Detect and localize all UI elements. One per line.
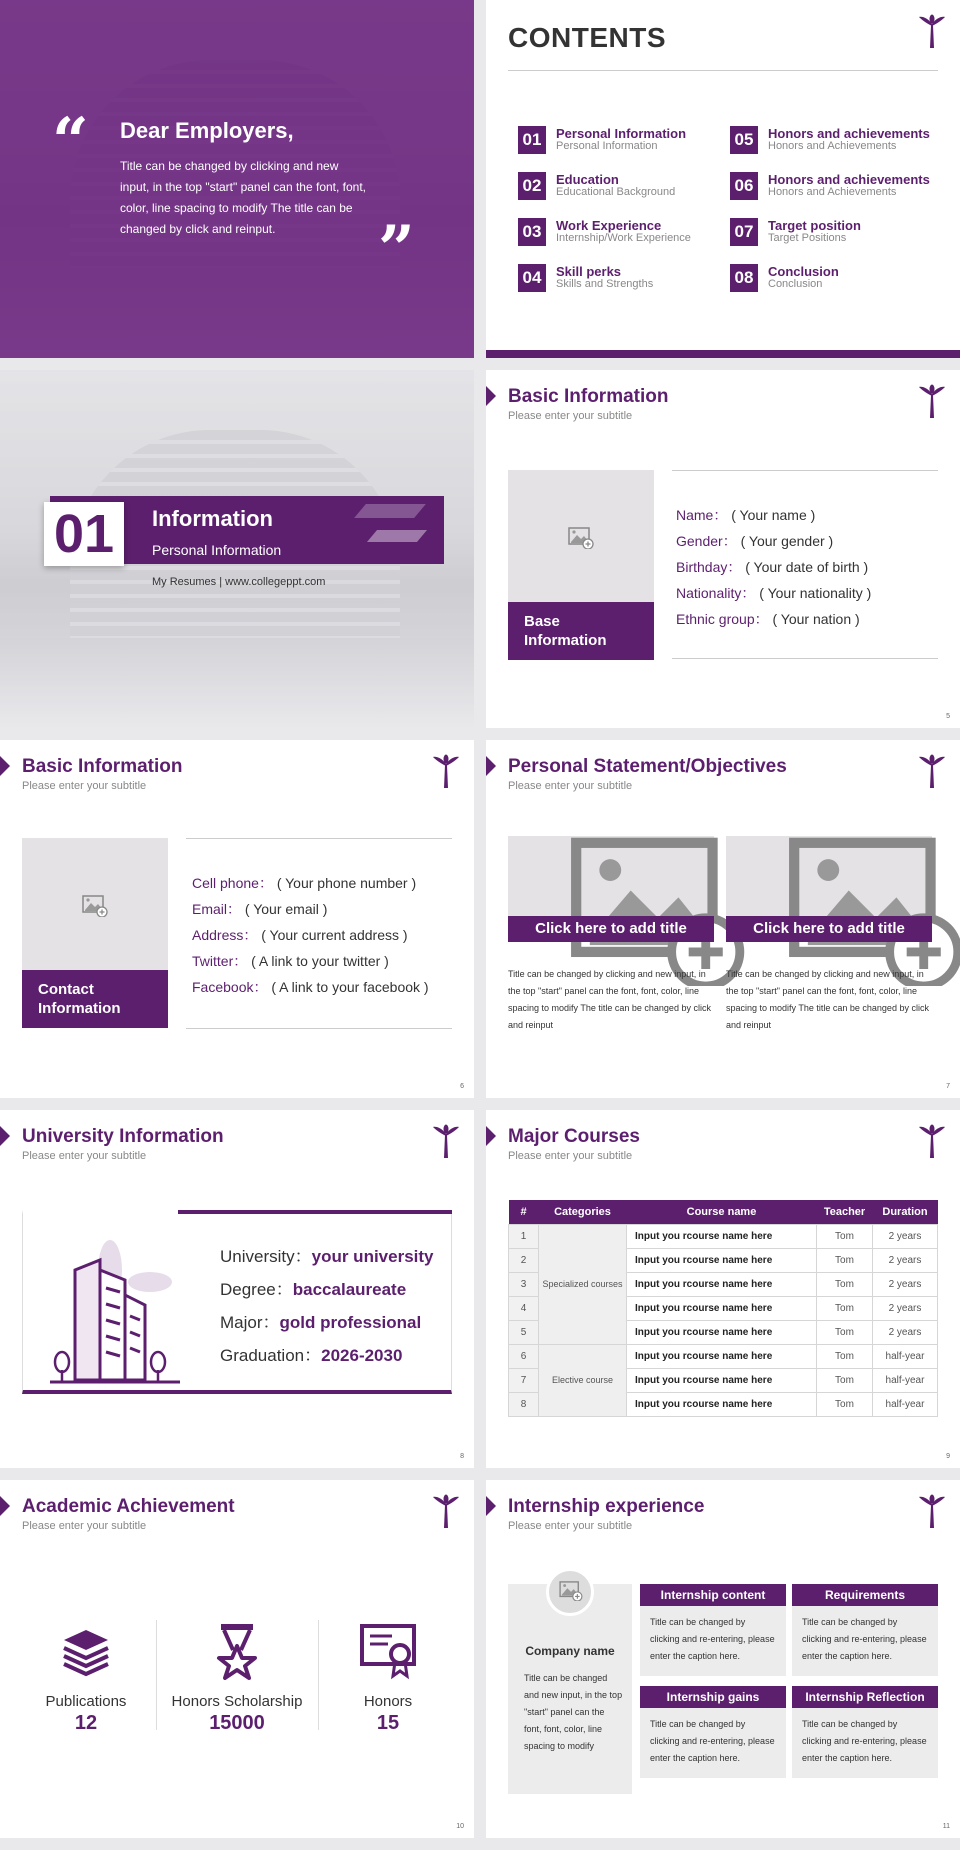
slide-section-divider (0, 370, 474, 728)
row-number: 7 (509, 1368, 539, 1392)
page-number: 11 (942, 1823, 950, 1830)
box-title: Internship Reflection (792, 1686, 938, 1708)
item-number: 02 (518, 172, 546, 200)
slide-subtitle: Please enter your subtitle (22, 780, 147, 792)
course-name[interactable]: Input you rcourse name here (627, 1296, 817, 1320)
section-subtitle: Personal Information (152, 542, 282, 558)
duration: half-year (873, 1392, 938, 1416)
item-title: Personal Information (556, 126, 687, 141)
achievement-label: Honors (363, 1693, 413, 1710)
item-title: Education (556, 172, 619, 187)
achievement-label: Honors Scholarship (171, 1693, 303, 1710)
image-placeholder[interactable] (726, 836, 932, 916)
box-text: Title can be changed by clicking and re-entering, please enter the caption here. (802, 1617, 927, 1661)
contents-item[interactable] (518, 172, 728, 202)
box-text: Title can be changed by clicking and re-entering, please enter the caption here. (650, 1719, 775, 1763)
company-name: Company name (525, 1644, 615, 1658)
contents-item[interactable] (730, 264, 940, 294)
field-email: Email： ( Your email ) (192, 901, 328, 917)
logo-icon (918, 754, 946, 790)
course-name[interactable]: Input you rcourse name here (627, 1224, 817, 1248)
contents-item[interactable] (518, 218, 728, 248)
item-number: 07 (730, 218, 758, 246)
slide-title: University Information (22, 1126, 224, 1147)
duration: 2 years (873, 1320, 938, 1344)
logo-icon (918, 14, 946, 50)
medal-icon (207, 1620, 267, 1680)
open-quote-icon: “ (52, 104, 89, 179)
slide-subtitle: Please enter your subtitle (508, 410, 633, 422)
internship-content-box (640, 1584, 786, 1676)
page-number: 9 (946, 1453, 950, 1460)
duration: 2 years (873, 1248, 938, 1272)
teacher: Tom (817, 1248, 873, 1272)
box-title: Internship gains (640, 1686, 786, 1708)
teacher: Tom (817, 1392, 873, 1416)
company-card (508, 1584, 632, 1794)
achievement-value: 12 (74, 1712, 98, 1734)
teacher: Tom (817, 1296, 873, 1320)
item-number: 04 (518, 264, 546, 292)
slide-title: Major Courses (508, 1126, 640, 1147)
course-name[interactable]: Input you rcourse name here (627, 1272, 817, 1296)
item-number: 01 (518, 126, 546, 154)
duration: 2 years (873, 1272, 938, 1296)
slide-subtitle: Please enter your subtitle (22, 1150, 147, 1162)
item-title: Conclusion (768, 264, 839, 279)
card-text: Title can be changed by clicking and new input, in the top "start" panel can the font, font, color, line spacing to modify The title can be changed by click and reinput (726, 969, 929, 1030)
close-quote-icon: ” (378, 212, 415, 287)
slide-personal-statement (486, 740, 960, 1098)
page-number: 8 (460, 1453, 464, 1460)
field-nationality: Nationality： ( Your nationality ) (676, 585, 872, 601)
table-row (509, 1224, 938, 1248)
field-gender: Gender： ( Your gender ) (676, 533, 834, 549)
course-name[interactable]: Input you rcourse name here (627, 1344, 817, 1368)
row-number: 2 (509, 1248, 539, 1272)
item-subtitle: Honors and Achievements (768, 186, 897, 198)
logo-icon (918, 1124, 946, 1160)
item-subtitle: Personal Information (556, 140, 658, 152)
column-header: Categories (539, 1200, 627, 1224)
contents-item[interactable] (518, 126, 728, 156)
company-logo-placeholder[interactable] (546, 1568, 594, 1616)
header-marker (0, 1126, 10, 1146)
card-title[interactable]: Click here to add title (508, 916, 714, 942)
requirements-box (792, 1584, 938, 1676)
row-number: 3 (509, 1272, 539, 1296)
contents-item[interactable] (730, 172, 940, 202)
column-header: Course name (627, 1200, 817, 1224)
duration: half-year (873, 1344, 938, 1368)
achievement-scholarship (162, 1620, 312, 1735)
category-cell: Specialized courses (539, 1224, 627, 1344)
section-footer: My Resumes | www.collegeppt.com (152, 576, 326, 588)
slide-contact-info (0, 740, 474, 1098)
bottom-bar (486, 350, 960, 358)
course-name[interactable]: Input you rcourse name here (627, 1368, 817, 1392)
item-subtitle: Internship/Work Experience (556, 232, 691, 244)
item-subtitle: Target Positions (768, 232, 847, 244)
slide-university-info (0, 1110, 474, 1468)
image-placeholder[interactable] (508, 836, 714, 916)
item-subtitle: Educational Background (556, 186, 676, 198)
header-marker (0, 756, 10, 776)
info-label: Contact Information (22, 970, 168, 1028)
decor-stripe (354, 504, 426, 518)
decor-stripe (367, 530, 427, 542)
divider (186, 838, 452, 839)
item-title: Skill perks (556, 264, 622, 279)
slide-title: Internship experience (508, 1496, 705, 1517)
add-image-icon (568, 527, 594, 549)
slide-basic-info (486, 370, 960, 728)
field-graduation: Graduation：2026-2030 (220, 1346, 403, 1365)
column-header: # (509, 1200, 539, 1224)
box-text: Title can be changed by clicking and re-entering, please enter the caption here. (650, 1617, 775, 1661)
achievement-label: Publications (45, 1693, 127, 1710)
add-image-icon (559, 1581, 583, 1601)
row-number: 8 (509, 1392, 539, 1416)
teacher: Tom (817, 1272, 873, 1296)
item-title: Target position (768, 218, 861, 233)
header-marker (0, 1496, 10, 1516)
contents-item[interactable] (518, 264, 728, 294)
divider (186, 1028, 452, 1029)
add-image-icon (82, 895, 108, 917)
column-header: Teacher (817, 1200, 873, 1224)
course-name[interactable]: Input you rcourse name here (627, 1392, 817, 1416)
company-text: Title can be changed and new input, in the top "start" panel can the font, font, color, line spacing to modify (524, 1673, 623, 1751)
cover-title: Dear Employers, (120, 118, 294, 143)
slide-subtitle: Please enter your subtitle (508, 1150, 633, 1162)
internship-reflection-box (792, 1686, 938, 1778)
logo-icon (432, 1494, 460, 1530)
card-text: Title can be changed by clicking and new input, in the top "start" panel can the font, font, color, line spacing to modify The title can be changed by click and reinput (508, 969, 711, 1030)
row-number: 4 (509, 1296, 539, 1320)
course-name[interactable]: Input you rcourse name here (627, 1248, 817, 1272)
add-image-icon (726, 836, 960, 986)
field-cell-phone: Cell phone： ( Your phone number ) (192, 875, 417, 891)
slide-subtitle: Please enter your subtitle (22, 1520, 147, 1532)
logo-icon (918, 1494, 946, 1530)
info-label: Base Information (508, 602, 654, 660)
teacher: Tom (817, 1224, 873, 1248)
category-cell: Elective course (539, 1344, 627, 1416)
achievement-honors (313, 1620, 463, 1735)
row-number: 1 (509, 1224, 539, 1248)
slide-title: Personal Statement/Objectives (508, 756, 787, 777)
divider (672, 658, 938, 659)
page-number: 5 (946, 713, 950, 720)
field-twitter: Twitter： ( A link to your twitter ) (192, 953, 389, 969)
item-subtitle: Honors and Achievements (768, 140, 897, 152)
item-subtitle: Conclusion (768, 278, 823, 290)
slide-internship-experience (486, 1480, 960, 1838)
courses-table (508, 1200, 938, 1417)
contents-item[interactable] (730, 218, 940, 248)
card-accent (178, 1210, 452, 1214)
row-number: 6 (509, 1344, 539, 1368)
teacher: Tom (817, 1320, 873, 1344)
slide-title: Basic Information (22, 756, 183, 777)
item-title: Work Experience (556, 218, 662, 233)
header-marker (486, 756, 496, 776)
item-subtitle: Skills and Strengths (556, 278, 654, 290)
slide-subtitle: Please enter your subtitle (508, 780, 633, 792)
item-number: 08 (730, 264, 758, 292)
row-number: 5 (509, 1320, 539, 1344)
achievement-publications (11, 1620, 161, 1735)
slide-subtitle: Please enter your subtitle (508, 1520, 633, 1532)
logo-icon (432, 1124, 460, 1160)
divider (156, 1620, 157, 1730)
achievement-value: 15 (376, 1712, 400, 1734)
field-university: University：your university (220, 1247, 434, 1266)
field-address: Address： ( Your current address ) (192, 927, 408, 943)
header-marker (486, 386, 496, 406)
building-icon (50, 1230, 180, 1390)
slide-academic-achievement (0, 1480, 474, 1838)
divider (672, 470, 938, 471)
field-name: Name： ( Your name ) (676, 507, 816, 523)
column-header: Duration (873, 1200, 938, 1224)
teacher: Tom (817, 1344, 873, 1368)
internship-gains-box (640, 1686, 786, 1778)
slide-cover-letter (0, 0, 474, 358)
header-marker (486, 1496, 496, 1516)
duration: 2 years (873, 1296, 938, 1320)
table-header-row (509, 1200, 938, 1224)
course-name[interactable]: Input you rcourse name here (627, 1320, 817, 1344)
duration: 2 years (873, 1224, 938, 1248)
logo-icon (918, 384, 946, 420)
slide-title: Academic Achievement (22, 1496, 235, 1517)
duration: half-year (873, 1368, 938, 1392)
contents-title: CONTENTS (508, 22, 666, 53)
field-major: Major：gold professional (220, 1313, 422, 1332)
box-title: Internship content (640, 1584, 786, 1606)
divider (508, 70, 938, 71)
item-number: 03 (518, 218, 546, 246)
field-ethnic-group: Ethnic group： ( Your nation ) (676, 611, 860, 627)
logo-icon (432, 754, 460, 790)
table-row (509, 1344, 938, 1368)
field-facebook: Facebook： ( A link to your facebook ) (192, 979, 429, 995)
box-text: Title can be changed by clicking and re-entering, please enter the caption here. (802, 1719, 927, 1763)
slide-title: Basic Information (508, 386, 669, 407)
cover-body: Title can be changed by clicking and new input, in the top "start" panel can the font, font, color, line spacing to modify The title can be changed by click and reinput. (120, 159, 367, 236)
page-number: 6 (460, 1083, 464, 1090)
header-marker (486, 1126, 496, 1146)
page-number: 10 (456, 1823, 464, 1830)
item-number: 06 (730, 172, 758, 200)
achievement-value: 15000 (209, 1712, 265, 1734)
box-title: Requirements (792, 1584, 938, 1606)
slide-major-courses (486, 1110, 960, 1468)
section-title: Information (152, 506, 273, 531)
contents-item[interactable] (730, 126, 940, 156)
section-number: 01 (44, 502, 124, 566)
item-title: Honors and achievements (768, 126, 930, 141)
card-title[interactable]: Click here to add title (726, 916, 932, 942)
books-icon (56, 1620, 116, 1680)
certificate-icon (358, 1620, 418, 1680)
field-degree: Degree：baccalaureate (220, 1280, 407, 1299)
teacher: Tom (817, 1368, 873, 1392)
item-title: Honors and achievements (768, 172, 930, 187)
page-number: 7 (946, 1083, 950, 1090)
slide-contents (486, 0, 960, 358)
field-birthday: Birthday： ( Your date of birth ) (676, 559, 869, 575)
item-number: 05 (730, 126, 758, 154)
